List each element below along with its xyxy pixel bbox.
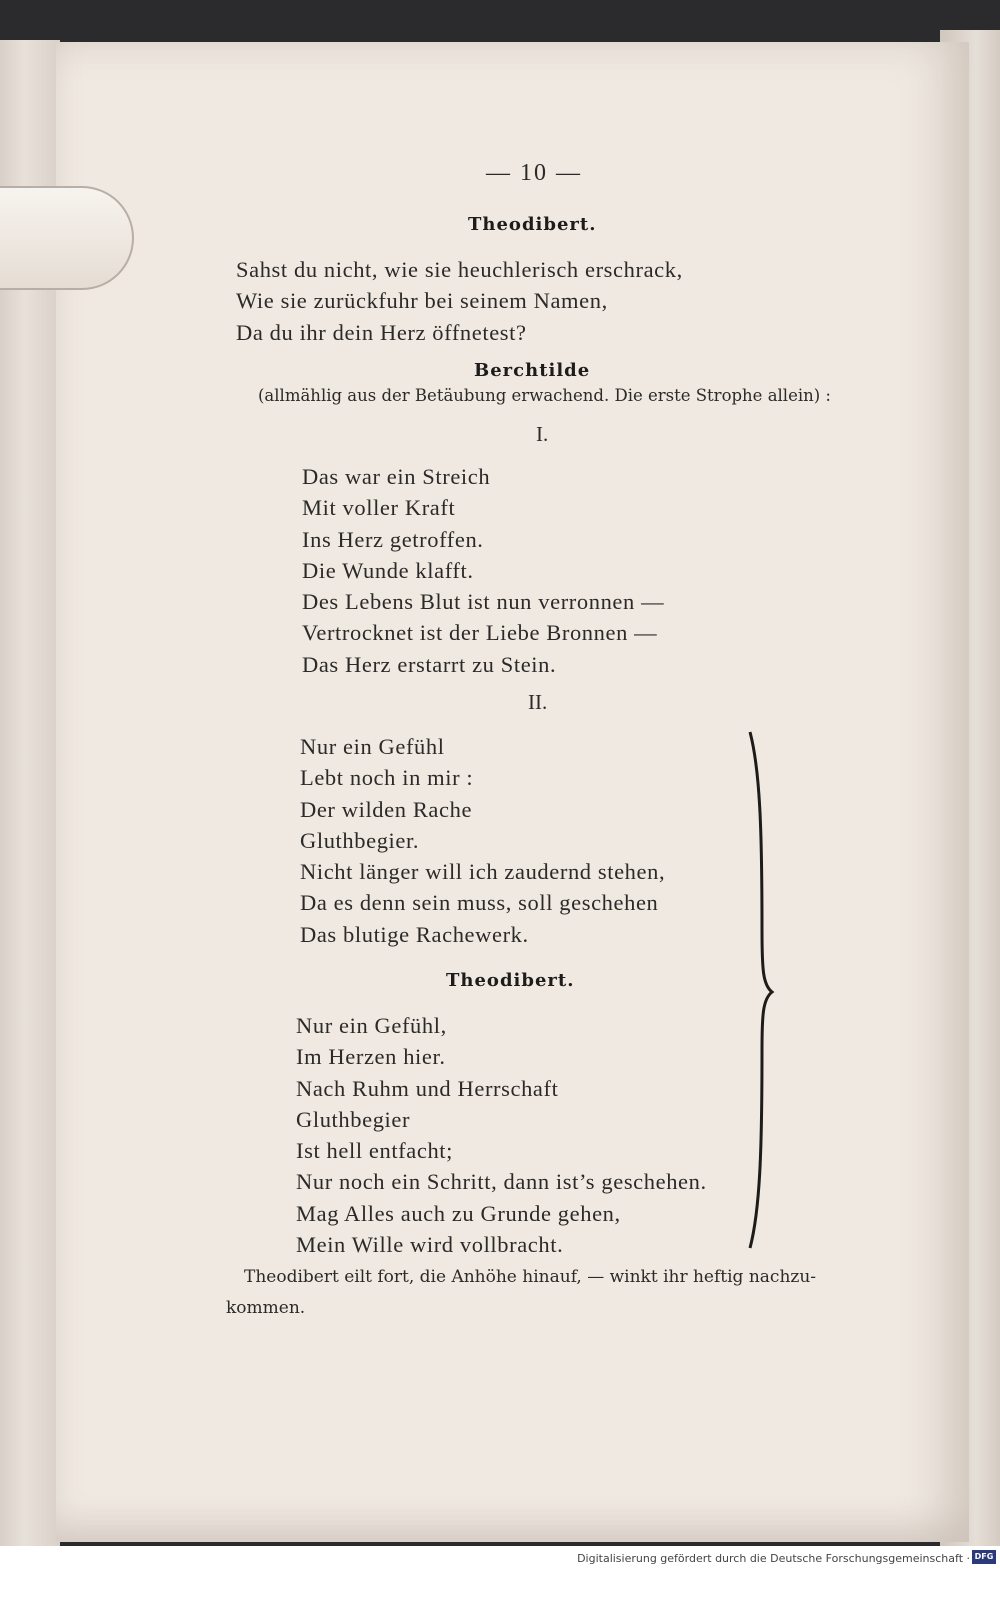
dfg-logo: DFG <box>972 1550 996 1564</box>
stanza <box>302 461 664 680</box>
verse-line: Nur ein Gefühl <box>300 734 445 759</box>
verse-line: Der wilden Rache <box>300 796 473 822</box>
verse-line: Nach Ruhm und Herrschaft <box>296 1075 559 1101</box>
speaker-heading: Theodibert. <box>468 214 597 235</box>
stage-direction-line: kommen. <box>226 1298 306 1318</box>
verse-line: Mit voller Kraft <box>302 495 456 521</box>
verse-line: Da es denn sein muss, soll geschehen <box>300 890 659 916</box>
stanza <box>296 1010 707 1260</box>
verse-line: Die Wunde klafft. <box>302 557 474 583</box>
verse-line: Gluthbegier. <box>300 827 420 853</box>
stage-direction <box>226 1262 817 1324</box>
verse-line: Gluthbegier <box>296 1106 411 1132</box>
verse-line: Nur ein Gefühl, <box>296 1013 447 1038</box>
verse-line: Lebt noch in mir : <box>300 765 474 791</box>
verse-line: Mein Wille wird vollbracht. <box>296 1232 564 1258</box>
verse-line: Des Lebens Blut ist nun verronnen — <box>302 589 665 615</box>
stage-direction-line: Theodibert eilt fort, die Anhöhe hinauf, — winkt ihr heftig nachzu- <box>244 1267 817 1287</box>
verse-line: Da du ihr dein Herz öffnetest? <box>236 319 527 345</box>
page-clip-tab <box>0 186 134 290</box>
verse-line: Das Herz erstarrt zu Stein. <box>302 651 557 677</box>
verse-line: Im Herzen hier. <box>296 1044 446 1070</box>
verse-line: Das blutige Rachewerk. <box>300 921 529 947</box>
verse-line: Nur noch ein Schritt, dann ist’s geschehen. <box>296 1169 707 1195</box>
page-number: — 10 — <box>486 160 582 186</box>
stanza-number: I. <box>536 422 549 446</box>
verse-line: Sahst du nicht, wie sie heuchlerisch erschrack, <box>236 257 683 282</box>
verse-line: Ist hell entfacht; <box>296 1138 453 1164</box>
verse-line: Nicht länger will ich zaudernd stehen, <box>300 859 666 885</box>
verse-block <box>236 254 683 348</box>
verse-line: Wie sie zurückfuhr bei seinem Namen, <box>236 288 608 314</box>
verse-line: Mag Alles auch zu Grunde gehen, <box>296 1200 621 1226</box>
footer-credit: Digitalisierung gefördert durch die Deutsche Forschungsgemeinschaft · <box>577 1552 970 1565</box>
stanza <box>300 731 665 950</box>
verse-line: Ins Herz getroffen. <box>302 526 484 552</box>
curly-brace <box>746 730 776 1250</box>
stage-direction: (allmählig aus der Betäubung erwachend. Die erste Strophe allein) : <box>258 386 831 405</box>
stanza-number: II. <box>528 690 548 714</box>
speaker-heading: Theodibert. <box>446 970 575 991</box>
speaker-heading: Berchtilde <box>474 360 591 381</box>
verse-line: Vertrocknet ist der Liebe Bronnen — <box>302 620 658 646</box>
verse-line: Das war ein Streich <box>302 464 491 489</box>
